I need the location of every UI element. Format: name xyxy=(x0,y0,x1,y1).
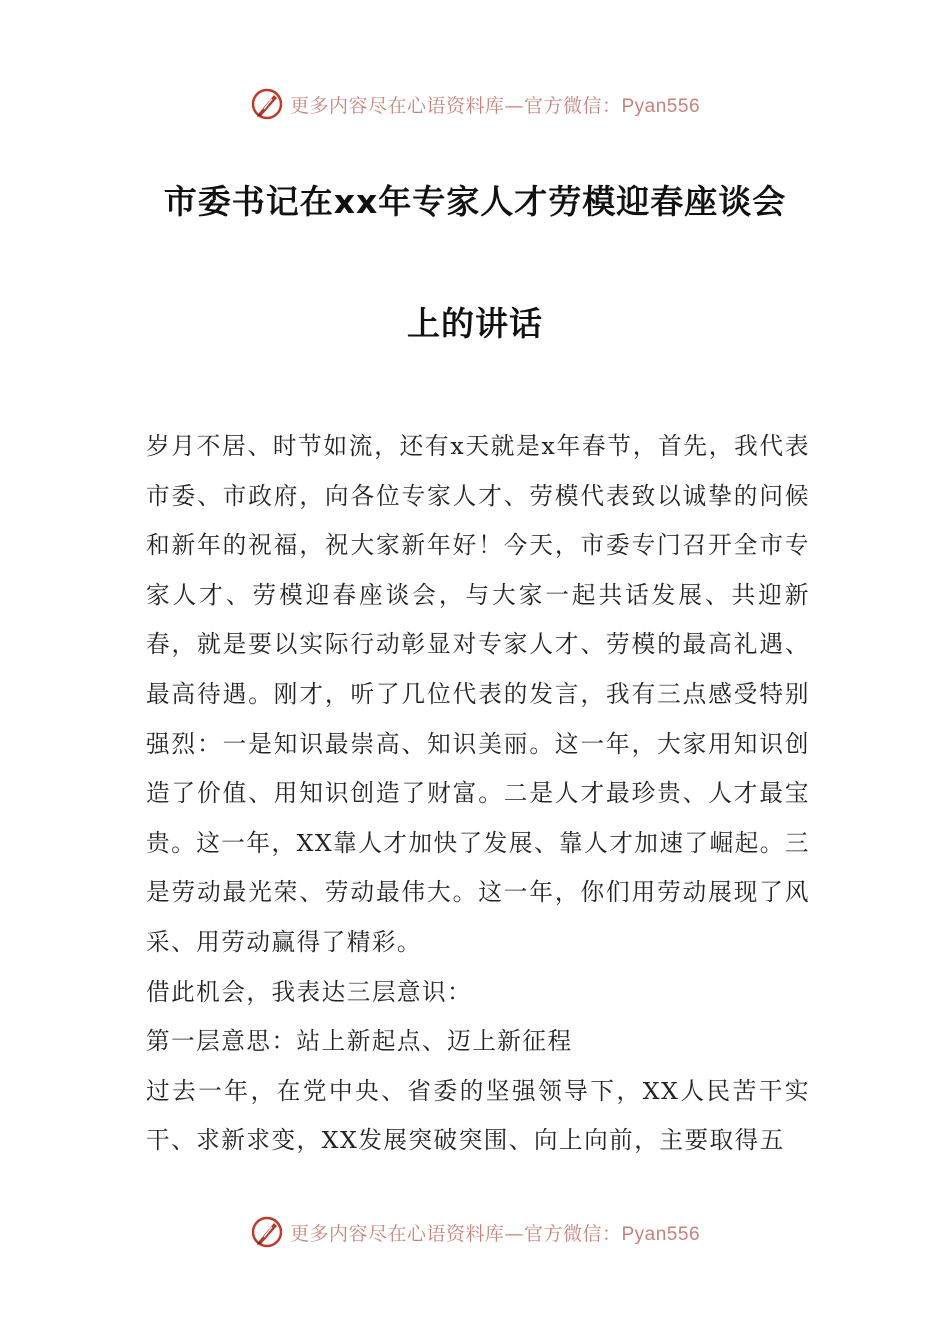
watermark-handle: Pyan556 xyxy=(621,1223,701,1245)
quill-pen-logo-icon xyxy=(250,1215,284,1249)
document-title-line-2: 上的讲话 xyxy=(407,304,543,343)
watermark-label: 更多内容尽在心语资料库—官方微信： xyxy=(289,94,622,117)
document-title-line-1: 市委书记在xx年专家人才劳模迎春座谈会 xyxy=(163,182,787,221)
watermark-label: 更多内容尽在心语资料库—官方微信： xyxy=(289,1222,622,1245)
document-body xyxy=(146,422,810,1166)
body-paragraph-3: 过去一年，在党中央、省委的坚强领导下，XX人民苦干实干、求新求变，XX发展突破突围、向上向前，主要取得五 xyxy=(146,1076,810,1155)
watermark-text xyxy=(290,91,700,118)
watermark-footer xyxy=(0,1212,950,1252)
quill-pen-logo-icon xyxy=(250,87,284,121)
body-paragraph-1: 岁月不居、时节如流，还有x天就是x年春节，首先，我代表市委、市政府，向各位专家人才、劳模代表致以诚挚的问候和新年的祝福，祝大家新年好！今天，市委专门召开全市专家人才、劳模迎春座谈会，与大家一起共话发展、共迎新春，就是要以实际行动彰显对专家人才、劳模的最高礼遇、最高待遇。刚才，听了几位代表的发言，我有三点感受特别强烈：一是知识最崇高、知识美丽。这一年，大家用知识创造了价值、用知识创造了财富。二是人才最珍贵、人才最宝贵。这一年，XX靠人才加快了发展、靠人才加速了崛起。三是劳动最光荣、劳动最伟大。这一年，你们用劳动展现了风采、用劳动赢得了精彩。 xyxy=(146,432,810,956)
watermark-handle: Pyan556 xyxy=(621,95,701,117)
section-heading-1: 第一层意思：站上新起点、迈上新征程 xyxy=(146,1027,573,1056)
watermark-text xyxy=(290,1219,700,1246)
body-paragraph-2: 借此机会，我表达三层意识： xyxy=(146,977,473,1006)
watermark-header xyxy=(0,84,950,124)
